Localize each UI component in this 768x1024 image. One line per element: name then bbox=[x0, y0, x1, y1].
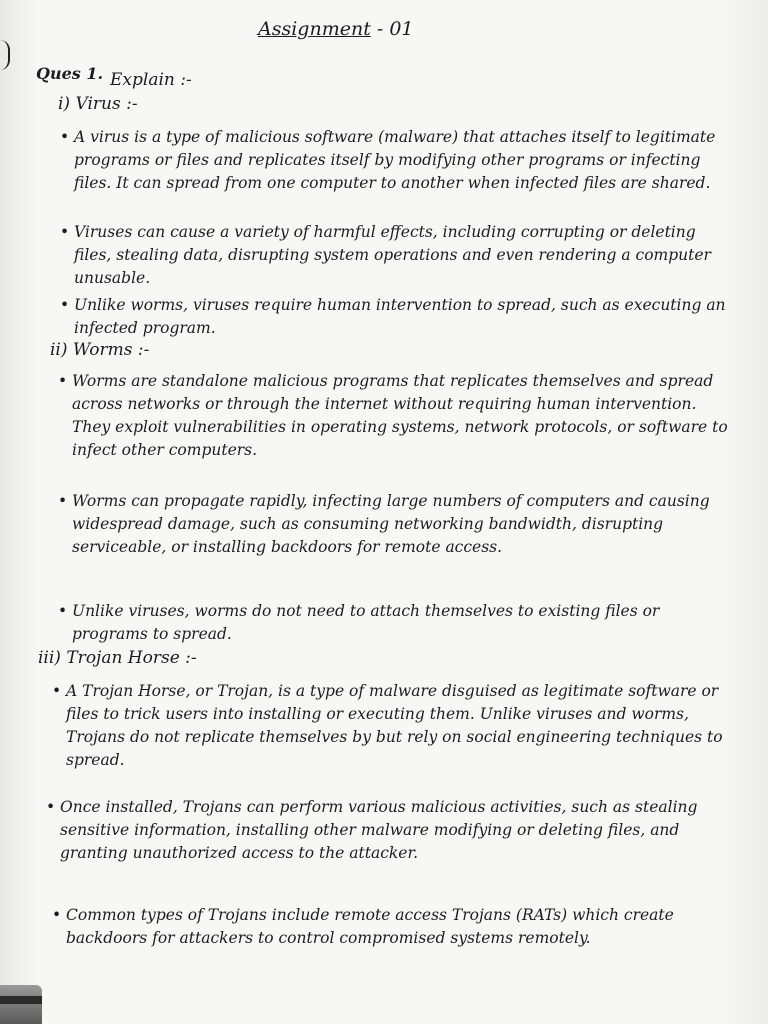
bullet-dot: • bbox=[60, 223, 70, 241]
bullet-text: Viruses can cause a variety of harmful effects, including corrupting or deleting files, stealing data, disrupting system operations and even rendering a computer unusable. bbox=[74, 223, 711, 287]
bullet-text: A virus is a type of malicious software (malware) that attaches itself to legitimate programs or files and replicates itself by modifying other programs or infecting files. It can spread from one computer to another when infected files are shared. bbox=[74, 128, 716, 192]
bullet-dot: • bbox=[60, 128, 70, 146]
bullet-text: Worms can propagate rapidly, infecting large numbers of computers and causing widespread damage, such as consuming networking bandwidth, disrupting serviceable, or installing backdoors for remote access. bbox=[72, 492, 710, 556]
bullet-dot: • bbox=[52, 906, 62, 924]
section-heading-worms: ii) Worms :- bbox=[50, 340, 150, 360]
bullet-text: Once installed, Trojans can perform various malicious activities, such as stealing sensitive information, installing other malware modifying or deleting files, and granting unauthorized access to the attacker. bbox=[60, 798, 698, 862]
list-item bbox=[60, 221, 734, 290]
bullet-dot: • bbox=[58, 602, 68, 620]
bullet-dot: • bbox=[52, 682, 62, 700]
bullet-dot: • bbox=[60, 296, 70, 314]
bullet-text: Unlike viruses, worms do not need to attach themselves to existing files or programs to spread. bbox=[72, 602, 660, 643]
section-heading-trojan: iii) Trojan Horse :- bbox=[38, 648, 197, 668]
question-text: Explain :- bbox=[110, 70, 192, 90]
list-item bbox=[60, 294, 734, 340]
list-item bbox=[46, 796, 720, 865]
binder-clip-bar bbox=[0, 996, 42, 1004]
bullet-text: A Trojan Horse, or Trojan, is a type of malware disguised as legitimate software or files to trick users into installing or executing them. Unlike viruses and worms, Trojans do not replicate themselves by but rely on social engineering techniques to spread. bbox=[66, 682, 723, 769]
bullet-dot: • bbox=[58, 372, 68, 390]
binder-clip bbox=[0, 985, 42, 1024]
list-item bbox=[58, 600, 732, 646]
list-item bbox=[60, 126, 734, 195]
list-item bbox=[58, 490, 732, 559]
bullet-text: Worms are standalone malicious programs that replicates themselves and spread across networks or through the internet without requiring human intervention. They exploit vulnerabilities in operating systems, network protocols, or software to infect other computers. bbox=[72, 372, 728, 459]
list-item bbox=[52, 680, 726, 772]
bullet-dot: • bbox=[46, 798, 56, 816]
question-label: Ques 1. bbox=[36, 64, 104, 83]
section-heading-virus: i) Virus :- bbox=[58, 94, 138, 114]
list-item bbox=[52, 904, 726, 950]
title-suffix: - 01 bbox=[370, 18, 414, 40]
list-item bbox=[58, 370, 732, 462]
page-title bbox=[258, 18, 414, 40]
bullet-text: Unlike worms, viruses require human intervention to spread, such as executing an infected program. bbox=[74, 296, 726, 337]
title-main: Assignment bbox=[258, 18, 371, 40]
bullet-dot: • bbox=[58, 492, 68, 510]
bullet-text: Common types of Trojans include remote access Trojans (RATs) which create backdoors for attackers to control compromised systems remotely. bbox=[66, 906, 674, 947]
